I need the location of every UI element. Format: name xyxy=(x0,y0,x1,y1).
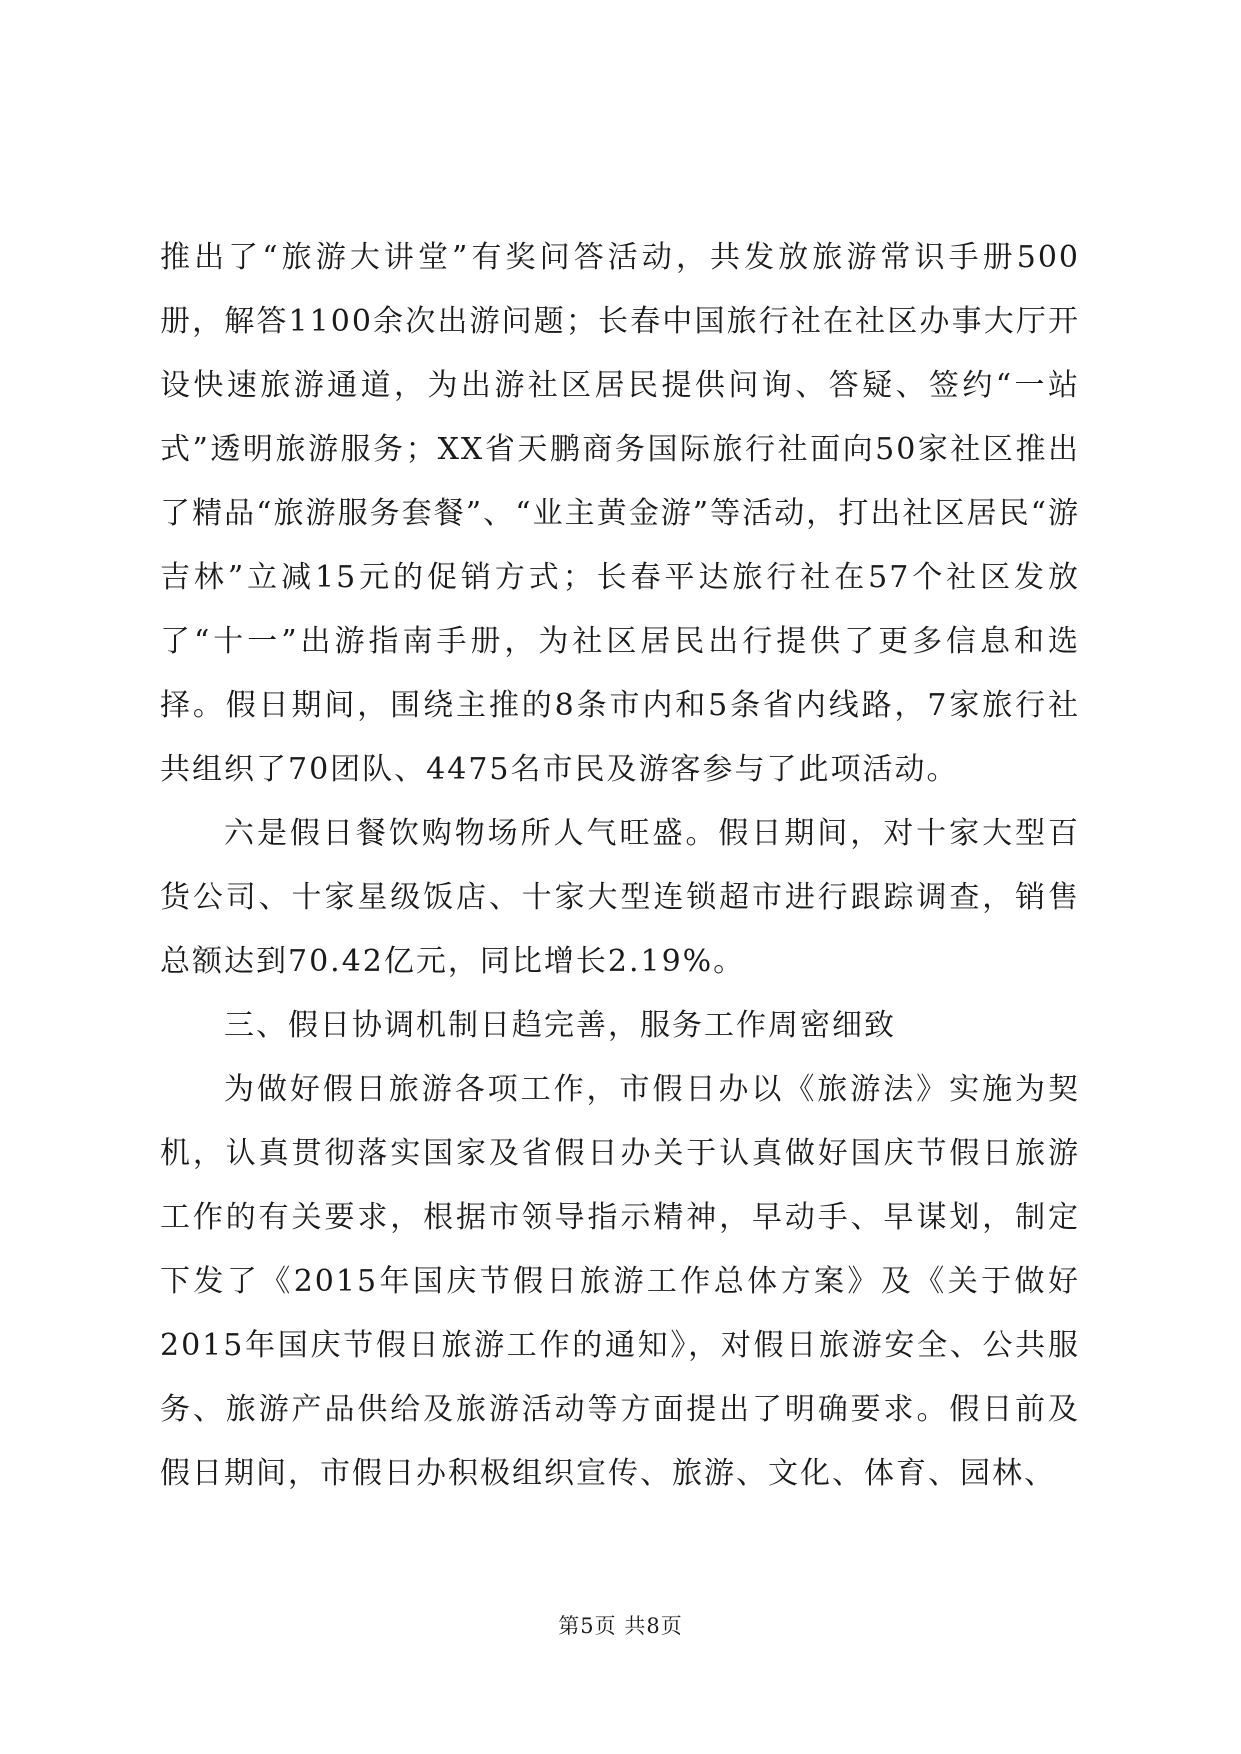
paragraph-coordination: 为做好假日旅游各项工作，市假日办以《旅游法》实施为契机，认真贯彻落实国家及省假日办关于认真做好国庆节假日旅游工作的有关要求，根据市领导指示精神，早动手、早谋划，制定下发了《2015年国庆节假日旅游工作总体方案》及《关于做好2015年国庆节假日旅游工作的通知》，对假日旅游安全、公共服务、旅游产品供给及旅游活动等方面提出了明确要求。假日前及假日期间，市假日办积极组织宣传、旅游、文化、体育、园林、 xyxy=(160,1072,1080,1491)
paragraph-activities: 推出了“旅游大讲堂”有奖问答活动，共发放旅游常识手册500册，解答1100余次出游问题；长春中国旅行社在社区办事大厅开设快速旅游通道，为出游社区居民提供问询、答疑、签约“一站式”透明旅游服务；XX省天鹏商务国际旅行社面向50家社区推出了精品“旅游服务套餐”、“业主黄金游”等活动，打出社区居民“游吉林”立减15元的促销方式；长春平达旅行社在57个社区发放了“十一”出游指南手册，为社区居民出行提供了更多信息和选择。假日期间，围绕主推的8条市内和5条省内线路，7家旅行社共组织了70团队、4475名市民及游客参与了此项活动。 xyxy=(160,240,1080,787)
section-heading-coordination: 三、假日协调机制日趋完善，服务工作周密细致 xyxy=(224,1008,896,1043)
page-number-footer: 第5页 共8页 xyxy=(558,1614,683,1638)
document-body xyxy=(160,226,1080,1506)
paragraph-dining-shopping: 六是假日餐饮购物场所人气旺盛。假日期间，对十家大型百货公司、十家星级饭店、十家大型连锁超市进行跟踪调查，销售总额达到70.42亿元，同比增长2.19%。 xyxy=(160,816,1080,979)
